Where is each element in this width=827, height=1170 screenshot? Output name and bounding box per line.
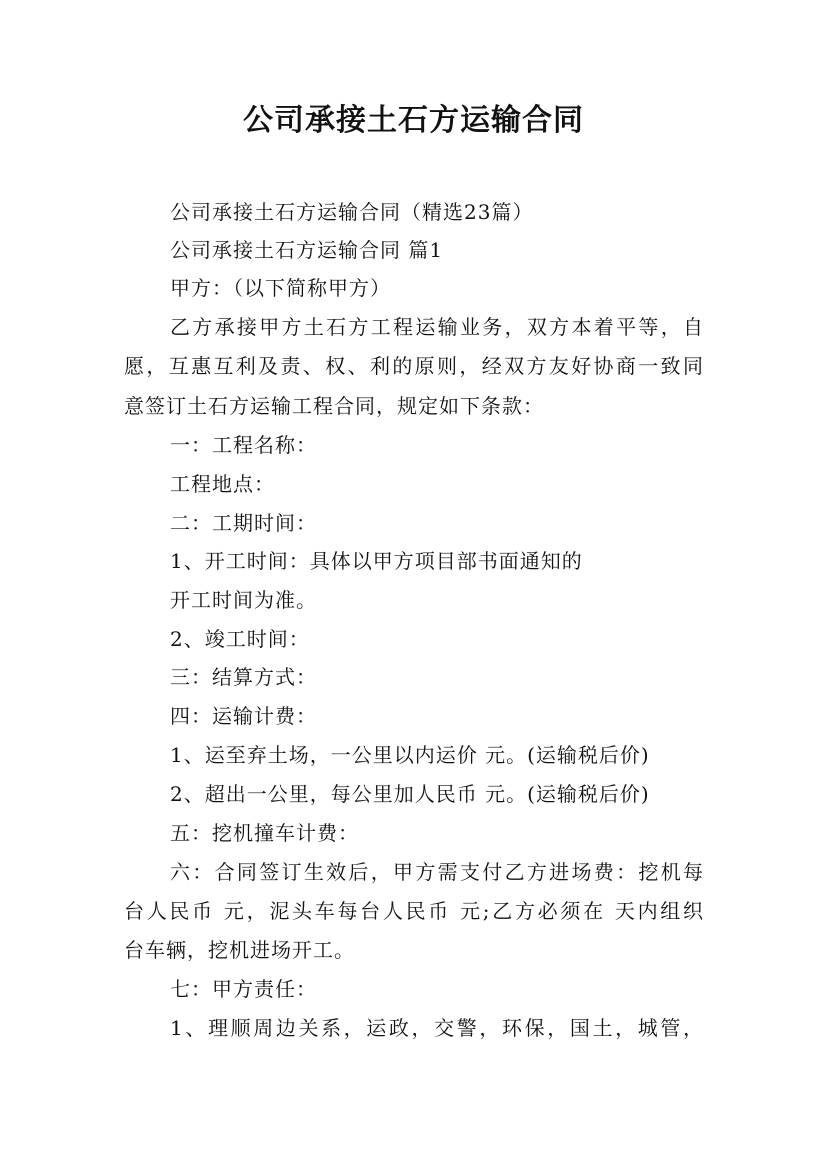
clause-line: 开工时间为准。: [170, 588, 317, 612]
clause-line: 五：挖机撞车计费：: [170, 821, 359, 845]
paragraph-line: 台车辆，挖机进场开工。: [124, 938, 355, 962]
subtitle-line: 公司承接土石方运输合同（精选23篇）: [170, 200, 534, 224]
document-title: 公司承接土石方运输合同: [243, 103, 584, 138]
clause-line: 1、理顺周边关系，运政，交警，环保，国土，城管，: [170, 1016, 704, 1040]
paragraph-line: 台人民币 元，泥头车每台人民币 元;乙方必须在 天内组织: [124, 899, 704, 923]
clause-line: 一：工程名称：: [170, 433, 317, 457]
clause-line: 四：运输计费：: [170, 704, 317, 728]
clause-line: 七：甲方责任：: [170, 977, 317, 1001]
section-heading: 公司承接土石方运输合同 篇1: [170, 238, 444, 262]
clause-line: 1、运至弃土场，一公里以内运价 元。(运输税后价): [170, 743, 650, 767]
paragraph-line: 乙方承接甲方土石方工程运输业务，双方本着平等，自: [170, 315, 704, 339]
paragraph-line: 意签订土石方运输工程合同，规定如下条款：: [124, 394, 544, 418]
paragraph-line: 六：合同签订生效后，甲方需支付乙方进场费：挖机每: [170, 860, 704, 884]
clause-line: 二：工期时间：: [170, 511, 317, 535]
clause-line: 2、超出一公里，每公里加人民币 元。(运输税后价): [170, 782, 650, 806]
clause-line: 三：结算方式：: [170, 665, 317, 689]
paragraph-line: 愿，互惠互利及责、权、利的原则，经双方友好协商一致同: [124, 354, 704, 378]
party-a-line: 甲方：（以下简称甲方）: [170, 276, 391, 300]
clause-line: 1、开工时间：具体以甲方项目部书面通知的: [170, 549, 583, 573]
clause-line: 工程地点：: [170, 472, 275, 496]
clause-line: 2、竣工时间：: [170, 627, 310, 651]
